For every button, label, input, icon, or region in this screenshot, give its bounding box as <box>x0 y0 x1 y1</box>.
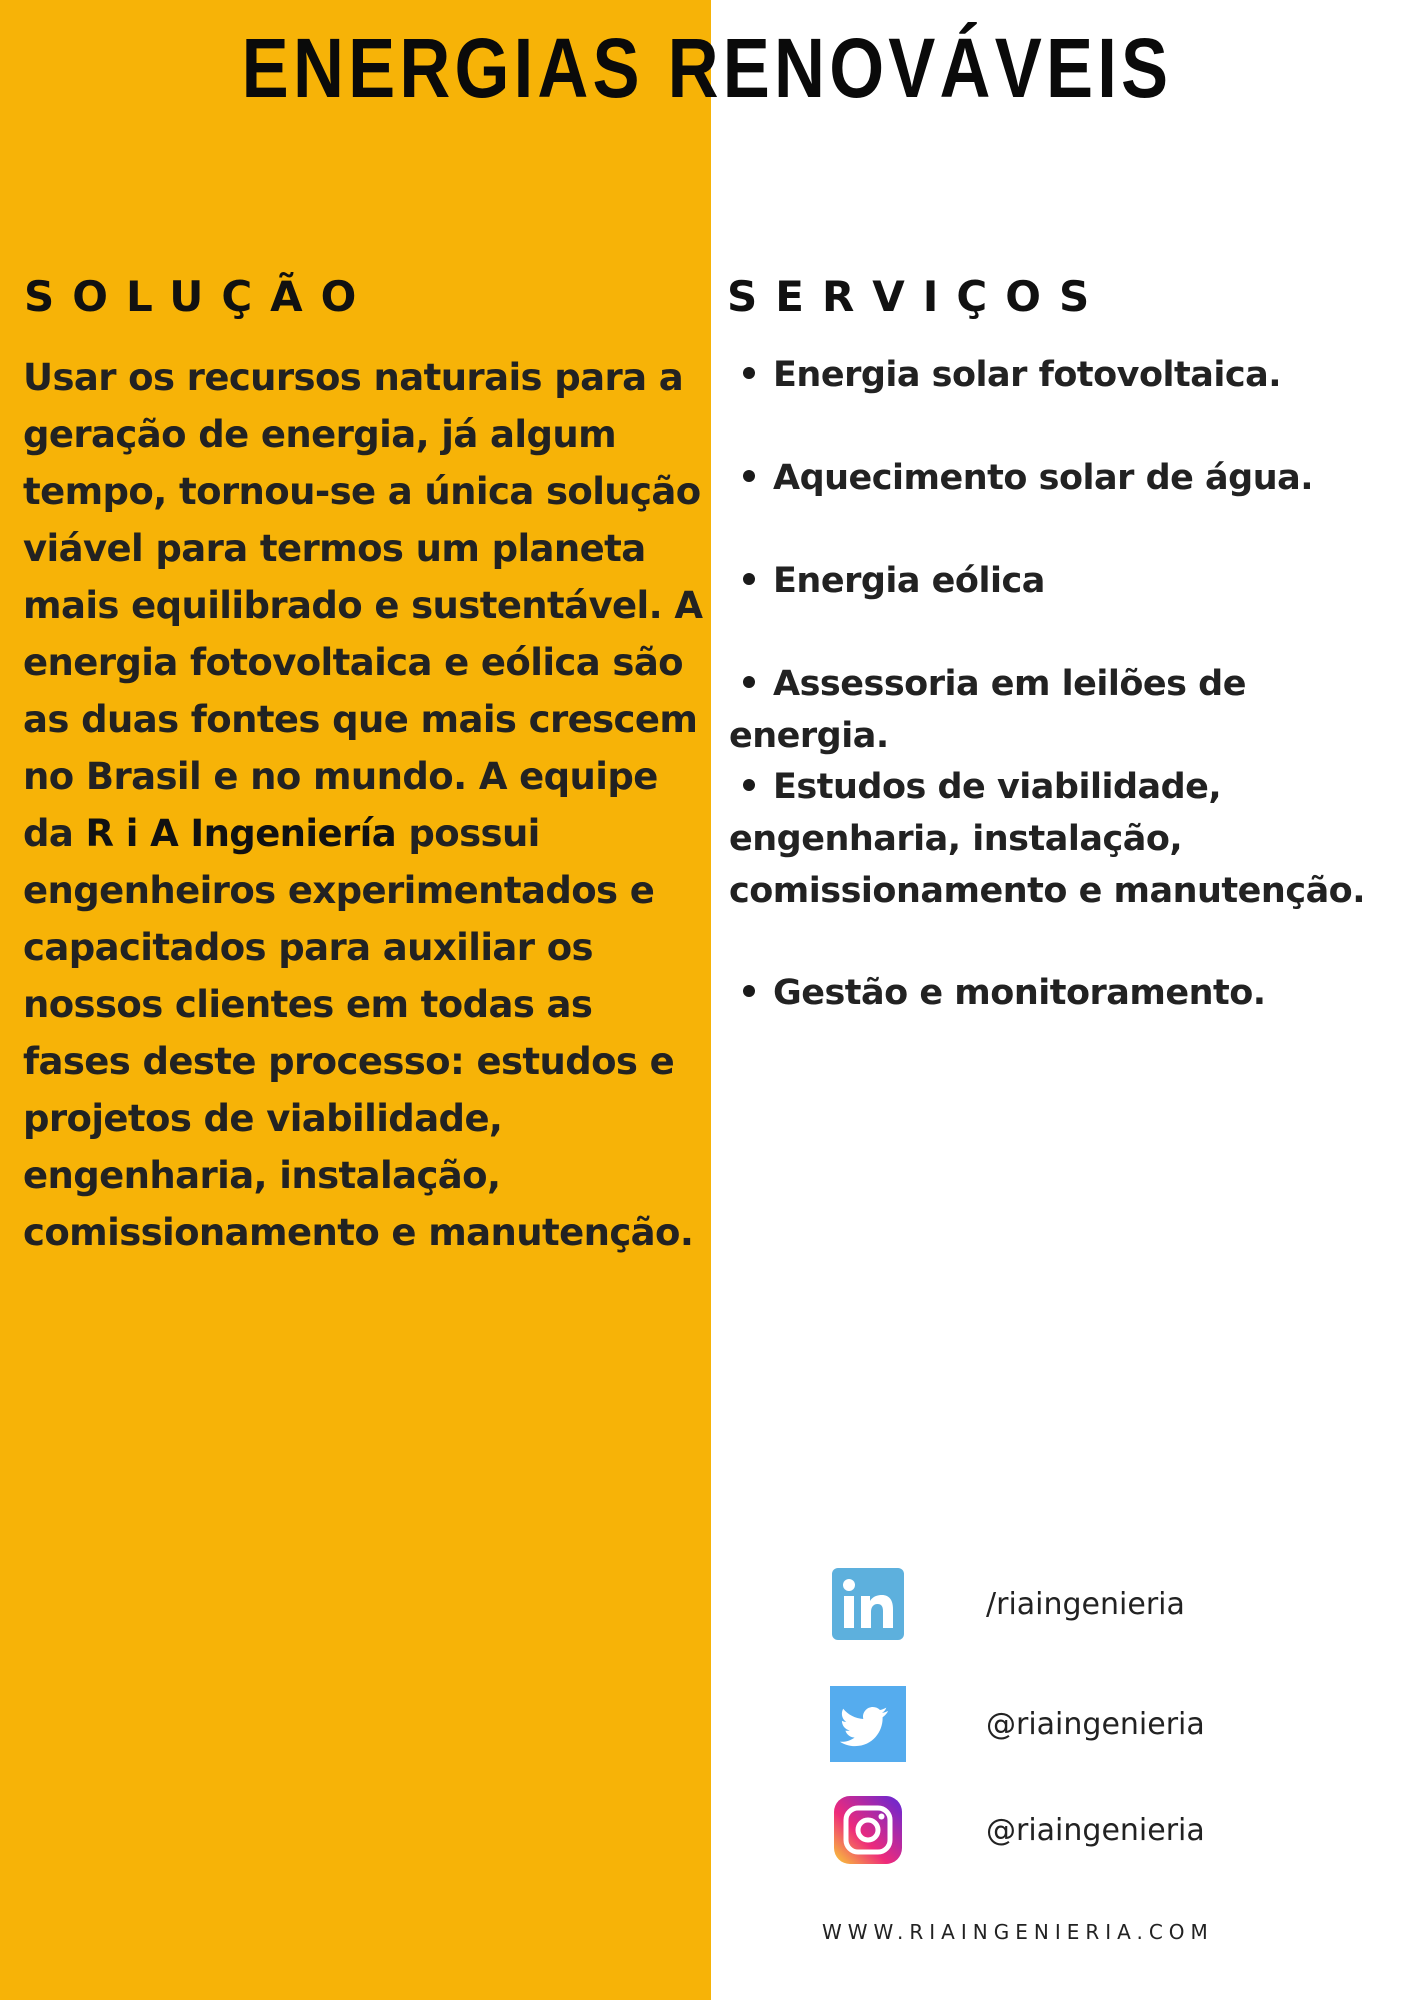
linkedin-icon[interactable] <box>830 1566 906 1642</box>
service-item <box>729 967 1409 1019</box>
instagram-icon[interactable] <box>830 1792 906 1868</box>
solution-text-after: possui engenheiros experimentados e capacitados para auxiliar os nossos clientes em todas as fases deste processo: estudos e projetos de viabilidade, engenharia, instalação, comissionamento e manutenção. <box>23 812 694 1254</box>
bullet-icon <box>743 779 755 791</box>
bullet-icon <box>743 470 755 482</box>
solution-paragraph <box>23 349 703 1261</box>
service-item-label: Assessoria em leilões de energia. <box>729 664 1246 756</box>
instagram-handle[interactable]: @riaingenieria <box>986 1812 1205 1848</box>
page-title: ENERGIAS RENOVÁVEIS <box>241 21 1173 115</box>
service-item-label: Energia solar fotovoltaica. <box>773 355 1282 395</box>
social-twitter[interactable] <box>830 1684 1390 1764</box>
social-instagram[interactable] <box>830 1790 1390 1870</box>
services-heading: SERVIÇOS <box>727 272 1108 321</box>
bullet-icon <box>743 676 755 688</box>
company-name: R i A Ingeniería <box>85 812 397 855</box>
service-item-label: Aquecimento solar de água. <box>773 458 1314 498</box>
service-item <box>729 555 1409 607</box>
bullet-icon <box>743 573 755 585</box>
service-item <box>729 658 1409 762</box>
service-item-label: Energia eólica <box>773 561 1045 601</box>
service-item <box>729 761 1409 917</box>
service-item-label: Gestão e monitoramento. <box>773 973 1266 1013</box>
social-linkedin[interactable] <box>830 1564 1390 1644</box>
bullet-icon <box>743 367 755 379</box>
service-item-label: Estudos de viabilidade, engenharia, instalação, comissionamento e manutenção. <box>729 767 1366 911</box>
linkedin-handle[interactable]: /riaingenieria <box>986 1586 1185 1622</box>
service-item <box>729 452 1409 504</box>
bullet-icon <box>743 985 755 997</box>
website-link[interactable]: WWW.RIAINGENIERIA.COM <box>822 1920 1214 1944</box>
service-item <box>729 349 1409 401</box>
twitter-icon[interactable] <box>830 1686 906 1762</box>
solution-heading: SOLUÇÃO <box>24 272 375 321</box>
solution-text-before: Usar os recursos naturais para a geração de energia, já algum tempo, tornou-se a única solução viável para termos um planeta mais equilibrado e sustentável. A energia fotovoltaica e eólica são as duas fontes que mais crescem no Brasil e no mundo. A equipe da <box>23 356 703 855</box>
twitter-handle[interactable]: @riaingenieria <box>986 1706 1205 1742</box>
